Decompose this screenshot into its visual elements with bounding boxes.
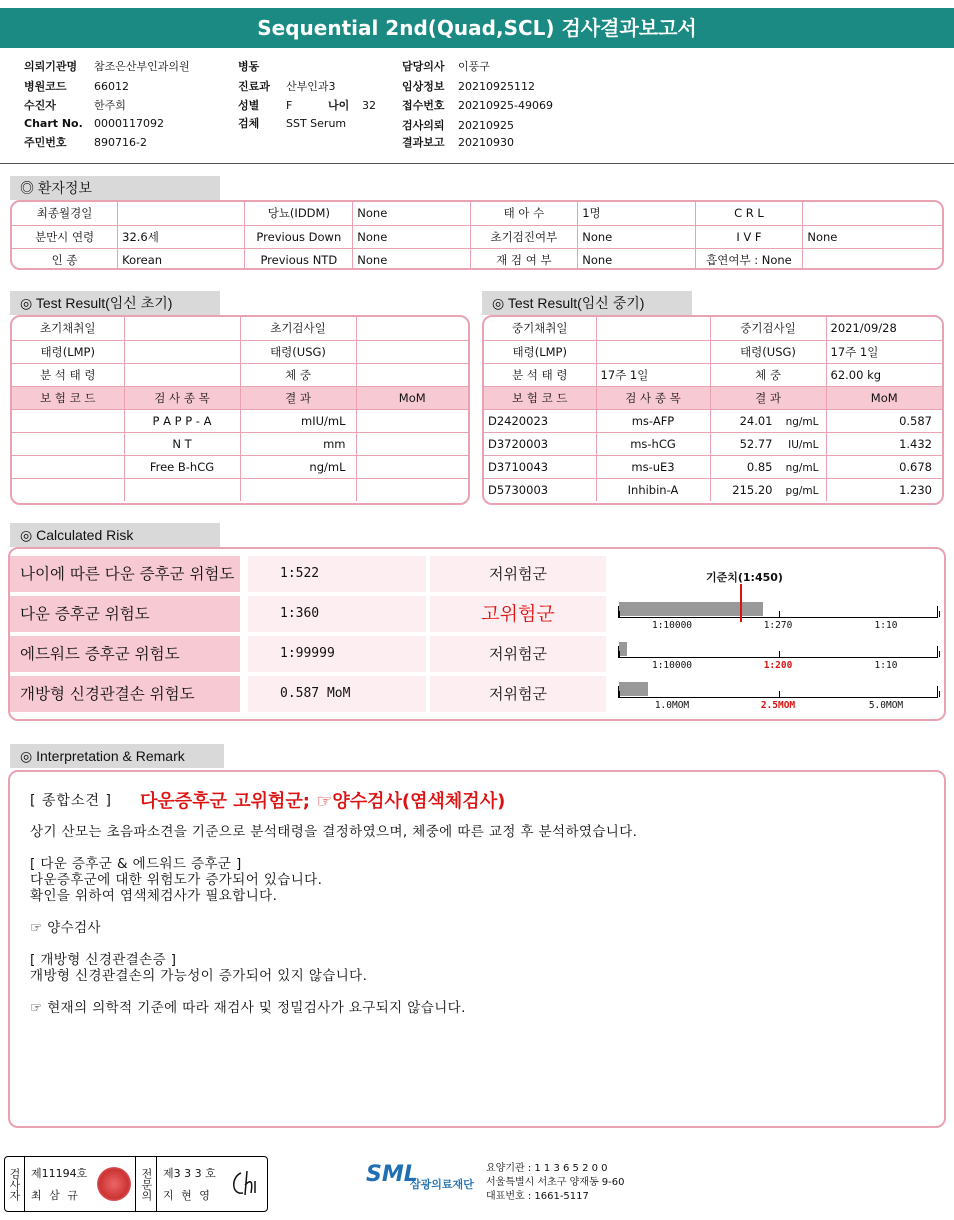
column-header: 검 사 종 목 bbox=[596, 386, 710, 409]
table-row bbox=[12, 317, 468, 340]
info-col3-value: 20210925112 bbox=[458, 80, 535, 93]
mom-value: 0.587 bbox=[826, 409, 942, 432]
risk-label: 개방형 신경관결손 위험도 bbox=[10, 676, 240, 712]
scale-tick-label: 1:10000 bbox=[651, 660, 693, 671]
field-label: 초기채취일 bbox=[12, 317, 124, 340]
field-value bbox=[124, 317, 240, 340]
field-label: 태령(USG) bbox=[240, 340, 356, 363]
info-col2-row bbox=[238, 97, 292, 113]
table-row bbox=[12, 478, 468, 501]
table-cell: Free B-hCG bbox=[124, 455, 240, 478]
risk-group: 저위험군 bbox=[430, 636, 606, 672]
field-value: Korean bbox=[118, 248, 245, 270]
info-col3-row bbox=[402, 117, 514, 133]
specialist-no: 제3 3 3 호 bbox=[163, 1167, 216, 1180]
remark-tab: ◎ Interpretation & Remark bbox=[10, 744, 224, 768]
info-col2-value: SST Serum bbox=[286, 117, 347, 130]
footer bbox=[0, 1140, 954, 1220]
scale-tick bbox=[779, 611, 780, 617]
remark-line: 확인을 위하여 염색체검사가 필요합니다. bbox=[30, 888, 278, 904]
risk-group: 저위험군 bbox=[430, 556, 606, 592]
info-col3-value: 20210925-49069 bbox=[458, 99, 553, 112]
field-label: 최종월경일 bbox=[12, 202, 118, 225]
column-header: 결 과 bbox=[240, 386, 356, 409]
result-value: 215.20 bbox=[732, 482, 773, 497]
inspector-name: 최 삼 규 bbox=[31, 1189, 80, 1202]
field-label: 체 중 bbox=[710, 363, 826, 386]
field-value bbox=[356, 363, 468, 386]
risk-row bbox=[10, 556, 940, 592]
risk-group: 저위험군 bbox=[430, 676, 606, 712]
test-result bbox=[710, 432, 826, 455]
inspector-label: 검사자 bbox=[5, 1157, 25, 1211]
scale-tick bbox=[939, 691, 940, 697]
field-value: None bbox=[578, 248, 695, 270]
risk-scale bbox=[610, 596, 940, 632]
info-col2-label: 검체 bbox=[238, 117, 260, 130]
field-value: 32.6세 bbox=[118, 225, 245, 248]
test-result bbox=[710, 478, 826, 501]
summary-text: 다운증후군 고위험군; ☞양수검사(염색체검사) bbox=[140, 791, 506, 812]
info-col1-value: 0000117092 bbox=[94, 117, 164, 130]
info-col1-row bbox=[24, 78, 129, 94]
column-header: MoM bbox=[826, 386, 942, 409]
table-header bbox=[12, 386, 468, 409]
scale-tick-label: 5.0MOM bbox=[868, 700, 904, 711]
sml-logo: SML bbox=[366, 1162, 418, 1187]
info-col1-value: 66012 bbox=[94, 80, 129, 93]
info-col1-value: 참조은산부인과의원 bbox=[94, 60, 190, 73]
scale-axis bbox=[618, 606, 938, 618]
info-col3-label: 임상정보 bbox=[402, 80, 445, 93]
remark-line: 다운증후군에 대한 위험도가 증가되어 있습니다. bbox=[30, 872, 323, 888]
table-row bbox=[484, 478, 942, 501]
field-value: None bbox=[353, 225, 470, 248]
risk-row bbox=[10, 596, 940, 632]
risk-label: 나이에 따른 다운 증후군 위험도 bbox=[10, 556, 240, 592]
test-name: ms-hCG bbox=[596, 432, 710, 455]
info-col1-value: 890716-2 bbox=[94, 136, 147, 149]
table-row bbox=[12, 455, 468, 478]
cutoff-marker bbox=[740, 584, 742, 622]
info-col2-value: F bbox=[286, 99, 293, 112]
field-value bbox=[803, 202, 942, 225]
scale-tick bbox=[619, 611, 620, 617]
field-value: None bbox=[803, 225, 942, 248]
risk-scale bbox=[610, 676, 940, 712]
info-col3-label: 결과보고 bbox=[402, 136, 445, 149]
table-row bbox=[12, 340, 468, 363]
specialist-label: 전문의 bbox=[135, 1157, 157, 1211]
scale-tick-label: 1:10 bbox=[874, 620, 898, 631]
risk-value: 1:522 bbox=[248, 556, 426, 592]
field-label: 태령(LMP) bbox=[12, 340, 124, 363]
scale-tick-label: 1:10000 bbox=[651, 620, 693, 631]
scale-tick-label: 1:270 bbox=[763, 620, 793, 631]
table-row bbox=[12, 248, 942, 270]
field-label: 인 종 bbox=[12, 248, 118, 270]
table-row bbox=[12, 225, 942, 248]
test-name: Inhibin-A bbox=[596, 478, 710, 501]
table-cell bbox=[356, 455, 468, 478]
info-col1-row bbox=[24, 117, 164, 130]
remark-line: [ 다운 증후군 & 에드워드 증후군 ] bbox=[30, 856, 242, 872]
info-col1-label: 수진자 bbox=[24, 99, 56, 112]
signature-icon bbox=[227, 1167, 263, 1201]
scale-tick-label: 1.0MOM bbox=[654, 700, 690, 711]
field-value: 17주 1일 bbox=[826, 340, 942, 363]
insurance-code: D3710043 bbox=[484, 455, 596, 478]
field-label: Previous NTD bbox=[245, 248, 353, 270]
risk-tab: ◎ Calculated Risk bbox=[10, 523, 220, 547]
specialist-name: 지 현 영 bbox=[163, 1189, 212, 1202]
test-name: ms-AFP bbox=[596, 409, 710, 432]
result-value: 52.77 bbox=[739, 436, 773, 451]
age-value: 32 bbox=[362, 99, 376, 112]
risk-scale bbox=[610, 636, 940, 672]
field-label: 태령(LMP) bbox=[484, 340, 596, 363]
info-col1-row bbox=[24, 58, 190, 74]
insurance-code: D3720003 bbox=[484, 432, 596, 455]
org-address-line: 대표번호 : 1661-5117 bbox=[486, 1191, 589, 1202]
remark-line: ☞ 양수검사 bbox=[30, 920, 101, 936]
mom-value: 0.678 bbox=[826, 455, 942, 478]
table-row bbox=[12, 432, 468, 455]
field-value: None bbox=[353, 248, 470, 270]
field-label: C R L bbox=[695, 202, 803, 225]
field-value: 62.00 kg bbox=[826, 363, 942, 386]
field-value: 17주 1일 bbox=[596, 363, 710, 386]
scale-tick bbox=[779, 691, 780, 697]
risk-label: 다운 증후군 위험도 bbox=[10, 596, 240, 632]
early-box bbox=[10, 315, 470, 505]
field-value bbox=[596, 317, 710, 340]
field-label: 태령(USG) bbox=[710, 340, 826, 363]
org-address-line: 요양기관 : 1 1 3 6 5 2 0 0 bbox=[486, 1163, 608, 1174]
info-col3-label: 담당의사 bbox=[402, 60, 445, 73]
table-cell bbox=[240, 478, 356, 501]
field-label: 재 검 여 부 bbox=[470, 248, 578, 270]
info-col3-row bbox=[402, 134, 514, 150]
result-unit: ng/mL bbox=[785, 415, 819, 428]
field-value: 2021/09/28 bbox=[826, 317, 942, 340]
field-value: None bbox=[353, 202, 470, 225]
patient-table bbox=[12, 202, 942, 270]
risk-bar bbox=[619, 682, 648, 696]
info-col3-label: 접수번호 bbox=[402, 99, 445, 112]
info-col1-label: 병원코드 bbox=[24, 80, 67, 93]
result-unit: ng/mL bbox=[785, 461, 819, 474]
remark-line: 개방형 신경관결손의 가능성이 증가되어 있지 않습니다. bbox=[30, 968, 368, 984]
seal-stamp-icon bbox=[97, 1167, 131, 1201]
table-cell: mIU/mL bbox=[240, 409, 356, 432]
field-value bbox=[596, 340, 710, 363]
inspector-no: 제11194호 bbox=[31, 1167, 88, 1180]
patient-box bbox=[10, 200, 944, 270]
risk-value: 0.587 MoM bbox=[248, 676, 426, 712]
column-header: 보 험 코 드 bbox=[484, 386, 596, 409]
insurance-code: D5730003 bbox=[484, 478, 596, 501]
field-label: 체 중 bbox=[240, 363, 356, 386]
result-value: 0.85 bbox=[746, 459, 773, 474]
info-col1-value: 한주희 bbox=[94, 99, 126, 112]
column-header: 검 사 종 목 bbox=[124, 386, 240, 409]
mid-box bbox=[482, 315, 944, 505]
info-col3-value: 20210930 bbox=[458, 136, 514, 149]
risk-row bbox=[10, 636, 940, 672]
info-col2-label: 성별 bbox=[238, 99, 260, 112]
field-value bbox=[803, 248, 942, 270]
info-col2-label: 병동 bbox=[238, 60, 260, 73]
early-tab: ◎ Test Result(임신 초기) bbox=[10, 291, 220, 315]
test-name: ms-uE3 bbox=[596, 455, 710, 478]
info-col3-row bbox=[402, 97, 553, 113]
mom-value: 1.432 bbox=[826, 432, 942, 455]
info-col2-label: 진료과 bbox=[238, 80, 270, 93]
field-label: I V F bbox=[695, 225, 803, 248]
result-unit: pg/mL bbox=[785, 484, 819, 497]
risk-bar bbox=[619, 642, 627, 656]
table-cell bbox=[12, 432, 124, 455]
org-name: 삼광의료재단 bbox=[410, 1178, 474, 1191]
table-cell: P A P P - A bbox=[124, 409, 240, 432]
mom-value: 1.230 bbox=[826, 478, 942, 501]
scale-tick bbox=[779, 651, 780, 657]
test-result bbox=[710, 455, 826, 478]
result-value: 24.01 bbox=[739, 413, 773, 428]
table-cell bbox=[356, 432, 468, 455]
field-label: 분 석 태 령 bbox=[12, 363, 124, 386]
info-col1-label: 주민번호 bbox=[24, 136, 67, 149]
risk-row bbox=[10, 676, 940, 712]
info-col3-value: 20210925 bbox=[458, 119, 514, 132]
table-row bbox=[484, 317, 942, 340]
info-col2-row bbox=[238, 58, 286, 74]
table-row bbox=[484, 432, 942, 455]
table-row bbox=[484, 363, 942, 386]
signature-box bbox=[4, 1156, 268, 1212]
info-col2-value: 산부인과3 bbox=[286, 80, 336, 93]
field-label: 분 석 태 령 bbox=[484, 363, 596, 386]
info-col1-label: 의뢰기관명 bbox=[24, 60, 78, 73]
table-row bbox=[484, 409, 942, 432]
scale-tick-label: 2.5MOM bbox=[760, 700, 796, 711]
info-col2-row bbox=[238, 115, 346, 131]
table-row bbox=[12, 409, 468, 432]
field-label: 중기채취일 bbox=[484, 317, 596, 340]
scale-tick bbox=[939, 651, 940, 657]
field-value bbox=[124, 363, 240, 386]
table-row bbox=[12, 363, 468, 386]
insurance-code: D2420023 bbox=[484, 409, 596, 432]
org-address-line: 서울특별시 서초구 양재동 9-60 bbox=[486, 1177, 625, 1188]
scale-tick-label: 1:200 bbox=[763, 660, 793, 671]
field-value: 1명 bbox=[578, 202, 695, 225]
scale-tick-label: 1:10 bbox=[874, 660, 898, 671]
field-value: None bbox=[578, 225, 695, 248]
scale-tick bbox=[619, 691, 620, 697]
field-label: 초기검사일 bbox=[240, 317, 356, 340]
scale-tick bbox=[619, 651, 620, 657]
column-header: 결 과 bbox=[710, 386, 826, 409]
mid-tab: ◎ Test Result(임신 중기) bbox=[482, 291, 692, 315]
table-cell: ng/mL bbox=[240, 455, 356, 478]
info-col3-row bbox=[402, 78, 535, 94]
scale-tick bbox=[939, 611, 940, 617]
age-row bbox=[328, 97, 376, 113]
table-cell bbox=[124, 478, 240, 501]
report-title: Sequential 2nd(Quad,SCL) 검사결과보고서 bbox=[0, 8, 954, 48]
summary-label: [ 종합소견 ] bbox=[30, 793, 112, 809]
scale-axis bbox=[618, 646, 938, 658]
table-cell bbox=[356, 478, 468, 501]
remark-line: 상기 산모는 초음파소견을 기준으로 분석태령을 결정하였으며, 체중에 따른 교정 후 분석하였습니다. bbox=[30, 824, 638, 840]
info-col1-row bbox=[24, 134, 147, 150]
table-cell: N T bbox=[124, 432, 240, 455]
info-col2-row bbox=[238, 78, 336, 94]
field-label: 당뇨(IDDM) bbox=[245, 202, 353, 225]
info-col1-label: Chart No. bbox=[24, 117, 83, 130]
field-label: 초기검진여부 bbox=[470, 225, 578, 248]
early-table bbox=[12, 317, 468, 501]
remark-line: [ 개방형 신경관결손증 ] bbox=[30, 952, 177, 968]
org-address bbox=[486, 1162, 625, 1204]
field-value bbox=[118, 202, 245, 225]
field-label: 중기검사일 bbox=[710, 317, 826, 340]
table-cell bbox=[12, 478, 124, 501]
column-header: 보 험 코 드 bbox=[12, 386, 124, 409]
field-label: 분만시 연령 bbox=[12, 225, 118, 248]
age-label: 나이 bbox=[328, 99, 350, 112]
field-value bbox=[124, 340, 240, 363]
risk-group: 고위험군 bbox=[430, 596, 606, 632]
risk-value: 1:99999 bbox=[248, 636, 426, 672]
table-cell bbox=[12, 409, 124, 432]
table-cell bbox=[356, 409, 468, 432]
table-cell bbox=[12, 455, 124, 478]
column-header: MoM bbox=[356, 386, 468, 409]
info-col3-value: 이풍구 bbox=[458, 60, 490, 73]
table-header bbox=[484, 386, 942, 409]
table-row bbox=[484, 340, 942, 363]
patient-tab: ◎ 환자정보 bbox=[10, 176, 220, 200]
mid-table bbox=[484, 317, 942, 501]
info-col3-label: 검사의뢰 bbox=[402, 119, 445, 132]
table-row bbox=[484, 455, 942, 478]
result-unit: IU/mL bbox=[788, 438, 819, 451]
field-value bbox=[356, 340, 468, 363]
field-label: Previous Down bbox=[245, 225, 353, 248]
risk-value: 1:360 bbox=[248, 596, 426, 632]
info-col1-row bbox=[24, 97, 126, 113]
risk-label: 에드워드 증후군 위험도 bbox=[10, 636, 240, 672]
table-row bbox=[12, 202, 942, 225]
test-result bbox=[710, 409, 826, 432]
field-value bbox=[356, 317, 468, 340]
cutoff-label: 기준치(1:450) bbox=[706, 571, 783, 584]
report-info bbox=[0, 52, 954, 164]
field-label: 흡연여부 : None bbox=[695, 248, 803, 270]
field-label: 태 아 수 bbox=[470, 202, 578, 225]
info-col3-row bbox=[402, 58, 490, 74]
remark-line: ☞ 현재의 의학적 기준에 따라 재검사 및 정밀검사가 요구되지 않습니다. bbox=[30, 1000, 466, 1016]
table-cell: mm bbox=[240, 432, 356, 455]
scale-axis bbox=[618, 686, 938, 698]
